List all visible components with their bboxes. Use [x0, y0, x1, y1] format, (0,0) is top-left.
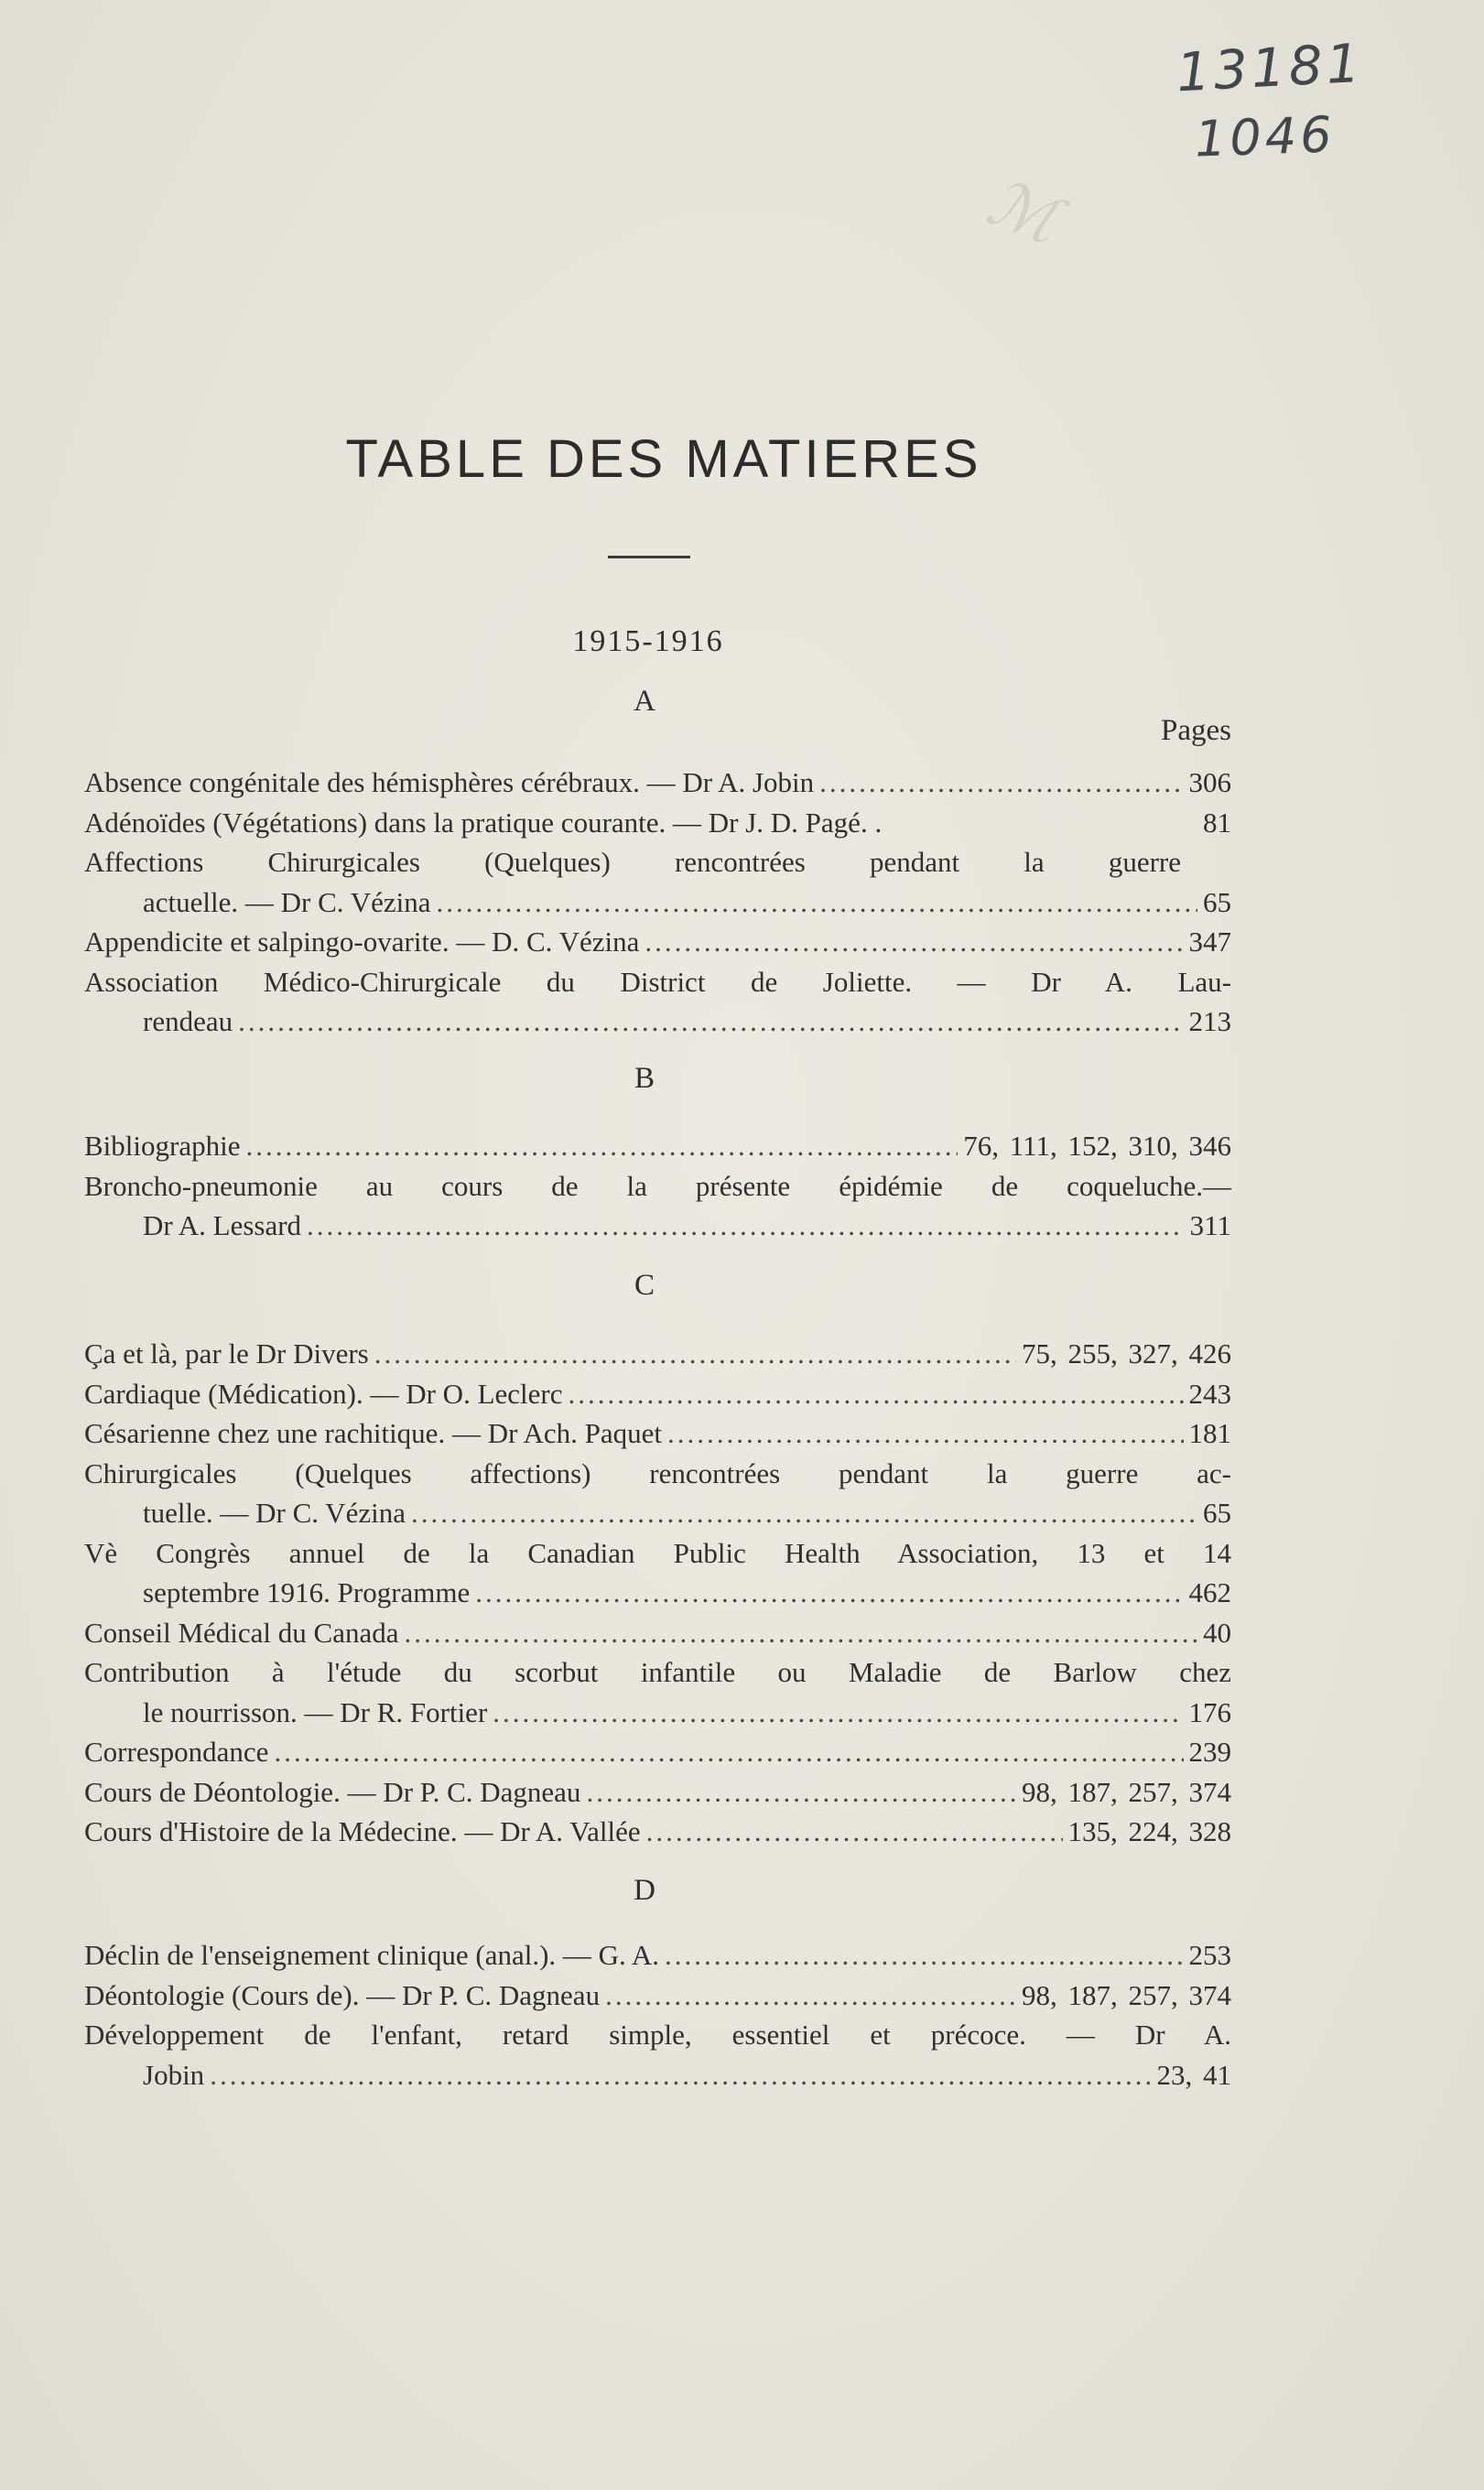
toc-entry: [84, 1732, 1231, 1772]
entry-pages: 462: [1188, 1576, 1231, 1608]
section-letter-b: B: [634, 1062, 655, 1095]
entry-title: Affections Chirurgicales (Quelques) rencontrées pendant la guerre: [84, 846, 1181, 878]
entry-title: Bibliographie: [84, 1130, 241, 1162]
entry-pages: 40: [1203, 1616, 1231, 1649]
pages-column-header: Pages: [1161, 714, 1231, 747]
section-a-entries: [84, 763, 1231, 1042]
leader-dots: [586, 1772, 1016, 1813]
section-letter-a: A: [634, 685, 655, 718]
entry-pages: 176: [1188, 1695, 1231, 1728]
leader-dots: [605, 1976, 1016, 2016]
leader-dots: [274, 1732, 1183, 1772]
toc-entry: [84, 1413, 1231, 1454]
toc-entry: [84, 803, 1231, 843]
toc-entry: [84, 1533, 1231, 1574]
leader-dots: [475, 1573, 1183, 1613]
entry-title-continuation: actuelle. — Dr C. Vézina: [143, 885, 431, 918]
entry-pages: 23, 41: [1156, 2058, 1231, 2091]
entry-title: Appendicite et salpingo-ovarite. — D. C. Vézina: [84, 926, 640, 958]
toc-entry: [84, 1374, 1231, 1414]
leader-dots: [436, 882, 1197, 923]
section-b-entries: [84, 1126, 1231, 1246]
entry-title: Césarienne chez une rachitique. — Dr Ach. Paquet: [84, 1417, 662, 1449]
toc-entry: [84, 1976, 1231, 2016]
toc-entry: [84, 1613, 1231, 1653]
entry-pages: 98, 187, 257, 374: [1022, 1978, 1231, 2011]
entry-title: Broncho-pneumonie au cours de la présente épidémie de coqueluche.—: [84, 1169, 1231, 1202]
section-d-entries: [84, 1935, 1231, 2095]
entry-title-continuation: Dr A. Lessard: [143, 1209, 302, 1241]
entry-title: Association Médico-Chirurgicale du District de Joliette. — Dr A. Lau-: [84, 965, 1231, 998]
entry-title-continuation: Jobin: [143, 2058, 205, 2091]
entry-pages: 75, 255, 327, 426: [1022, 1337, 1231, 1370]
leader-dots: [210, 2055, 1151, 2095]
entry-pages: 243: [1188, 1377, 1231, 1410]
entry-title-continuation: rendeau: [143, 1005, 233, 1037]
entry-title: Absence congénitale des hémisphères cérébraux. — Dr A. Jobin: [84, 766, 815, 798]
entry-pages: 253: [1188, 1939, 1231, 1971]
entry-title: Cours d'Histoire de la Médecine. — Dr A. Vallée: [84, 1815, 641, 1847]
toc-entry-continuation: [84, 1001, 1231, 1042]
toc-entry-continuation: [84, 882, 1231, 923]
entry-title: Ça et là, par le Dr Divers: [84, 1337, 369, 1370]
handwritten-volume-number: 1046: [1193, 105, 1337, 168]
leader-dots: [245, 1126, 958, 1166]
toc-entry: [84, 1454, 1231, 1494]
entry-pages: 65: [1203, 885, 1231, 918]
entry-title: Déclin de l'enseignement clinique (anal.). — G. A.: [84, 1939, 659, 1971]
leader-dots: [645, 922, 1183, 962]
entry-title: Cours de Déontologie. — Dr P. C. Dagneau: [84, 1775, 581, 1808]
toc-entry-continuation: [84, 1206, 1231, 1246]
section-letter-c: C: [634, 1269, 655, 1302]
leader-dots: [374, 1334, 1016, 1374]
entry-title: Contribution à l'étude du scorbut infantile ou Maladie de Barlow chez: [84, 1656, 1231, 1688]
leader-dots: [493, 1693, 1183, 1733]
entry-pages: 213: [1188, 1005, 1231, 1037]
toc-entry: [84, 1166, 1231, 1207]
year-range: 1915-1916: [572, 624, 724, 658]
entry-title: Vè Congrès annuel de la Canadian Public Health Association, 13 et 14: [84, 1536, 1231, 1569]
entry-title: Correspondance: [84, 1736, 269, 1768]
leader-dots: [646, 1812, 1063, 1852]
entry-pages: 98, 187, 257, 374: [1022, 1775, 1231, 1808]
leader-dots: [238, 1001, 1183, 1042]
entry-title-continuation: septembre 1916. Programme: [143, 1576, 471, 1608]
entry-title: Développement de l'enfant, retard simple, essentiel et précoce. — Dr A.: [84, 2019, 1231, 2051]
toc-entry: [84, 1334, 1231, 1374]
toc-entry-continuation: [84, 1693, 1231, 1733]
section-c-entries: [84, 1334, 1231, 1852]
entry-pages: 135, 224, 328: [1067, 1815, 1231, 1847]
toc-entry: [84, 842, 1231, 882]
entry-title-continuation: le nourrisson. — Dr R. Fortier: [143, 1695, 488, 1728]
page-title: TABLE DES MATIERES: [345, 429, 982, 489]
leader-dots: [665, 1935, 1184, 1976]
title-divider: [608, 556, 690, 558]
entry-title: Conseil Médical du Canada: [84, 1616, 399, 1649]
toc-entry: [84, 1652, 1231, 1693]
toc-entry: [84, 1812, 1231, 1852]
toc-entry: [84, 962, 1231, 1002]
entry-title: Déontologie (Cours de). — Dr P. C. Dagneau: [84, 1978, 601, 2011]
entry-title: Chirurgicales (Quelques affections) rencontrées pendant la guerre ac-: [84, 1456, 1231, 1489]
entry-pages: 181: [1188, 1417, 1231, 1449]
leader-dots: [568, 1374, 1183, 1414]
toc-entry: [84, 1126, 1231, 1166]
entry-title: Adénoïdes (Végétations) dans la pratique courante. — Dr J. D. Pagé. .: [84, 806, 883, 839]
leader-dots: [307, 1206, 1185, 1246]
toc-entry-continuation: [84, 1493, 1231, 1533]
leader-dots: [667, 1413, 1184, 1454]
entry-pages: 311: [1189, 1209, 1231, 1241]
handwritten-call-number: 13181: [1175, 31, 1366, 104]
leader-dots: [819, 763, 1183, 803]
toc-entry: [84, 922, 1231, 962]
faint-stamp-mark: ℳ: [978, 164, 1068, 259]
entry-pages: 239: [1188, 1736, 1231, 1768]
toc-entry: [84, 2015, 1231, 2055]
entry-pages: 81: [1203, 806, 1231, 839]
leader-dots: [411, 1493, 1197, 1533]
entry-title: Cardiaque (Médication). — Dr O. Leclerc: [84, 1377, 563, 1410]
section-letter-d: D: [634, 1874, 655, 1907]
toc-entry-continuation: [84, 1573, 1231, 1613]
toc-entry: [84, 763, 1231, 803]
entry-pages: 76, 111, 152, 310, 346: [963, 1130, 1231, 1162]
entry-pages: 306: [1188, 766, 1231, 798]
toc-entry: [84, 1772, 1231, 1813]
entry-title-continuation: tuelle. — Dr C. Vézina: [143, 1497, 406, 1529]
entry-pages: 65: [1203, 1497, 1231, 1529]
entry-pages: 347: [1188, 926, 1231, 958]
toc-entry-continuation: [84, 2055, 1231, 2095]
toc-entry: [84, 1935, 1231, 1976]
leader-dots: [405, 1613, 1198, 1653]
